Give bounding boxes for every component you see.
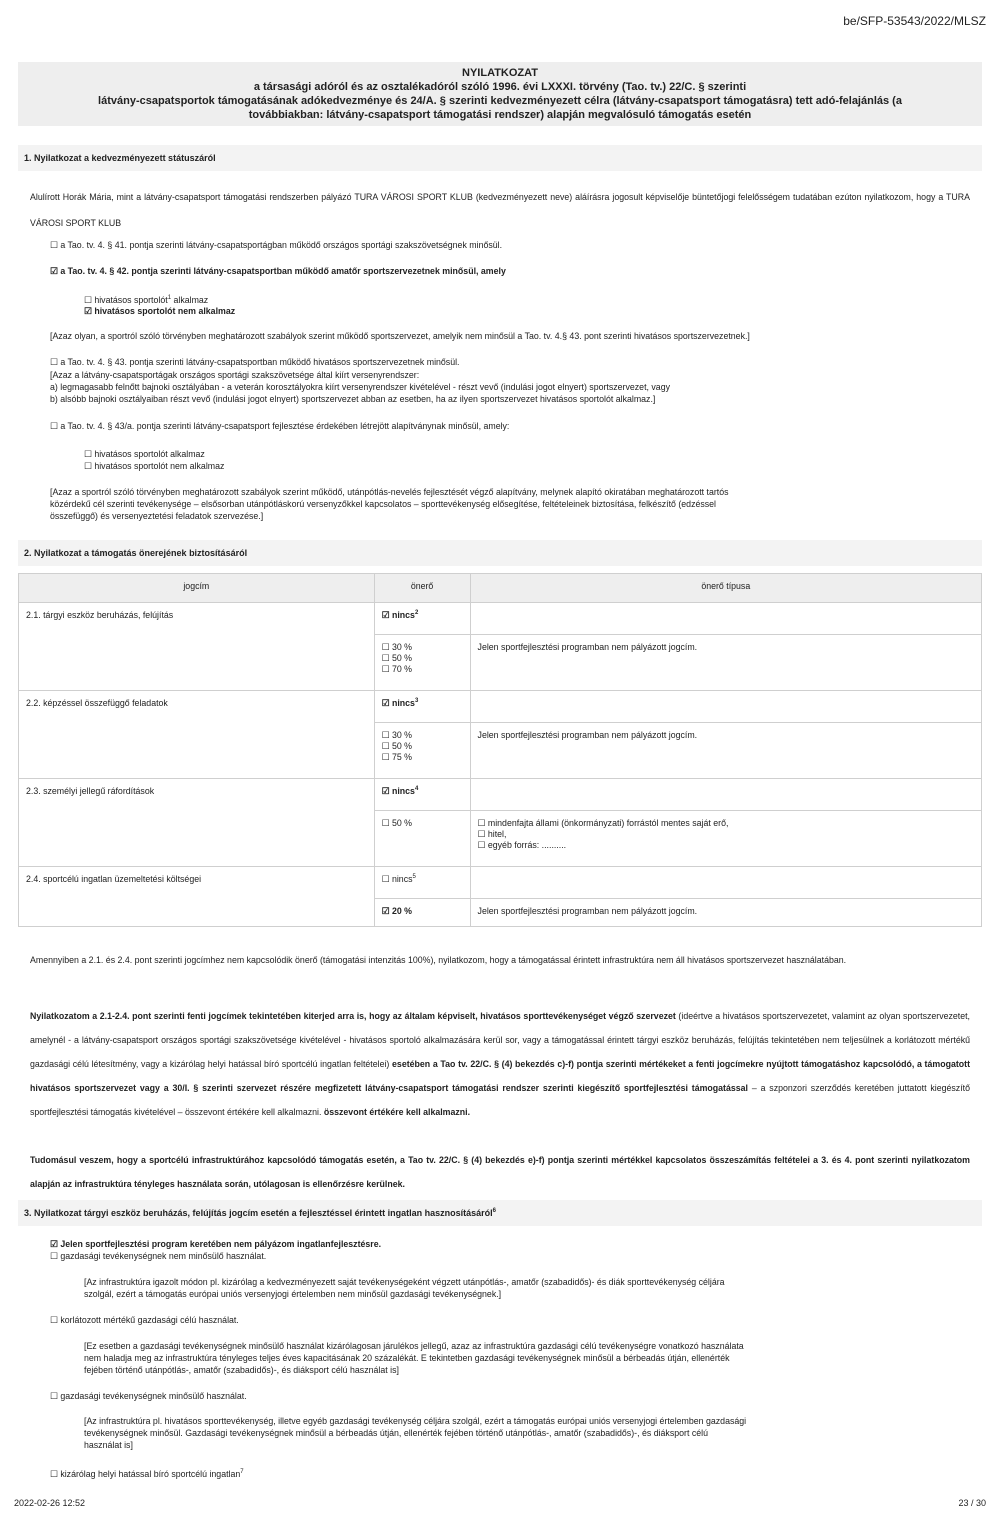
- note-economic-2: tevékenységnek minősül. Gazdasági tevékenységnek minősül a bérbeadás útján, ellenérték fejében történő utánpótlás-, amatőr (szabadidős)-, és diáksport célú: [84, 1428, 708, 1438]
- note-non-economic-1: [Az infrastruktúra igazolt módon pl. kizárólag a kedvezményezett saját tevékenységeként végzett utánpótlás-, amatőr (szabadidős)- és diák sporttevékenység céljára: [84, 1277, 725, 1287]
- row-2-1-none: ☑ nincs$^2$: [374, 603, 470, 635]
- row-2-2-options: ☐ 30 % ☐ 50 % ☐ 75 %: [374, 723, 470, 779]
- column-header-type: önerő típusa: [470, 574, 981, 603]
- row-2-2-title: 2.2. képzéssel összefüggő feladatok: [19, 691, 375, 779]
- note-42: [Azaz olyan, a sportról szóló törvényben meghatározott szabályok szerint működő sportszervezet, amelyik nem minősül a Tao. tv. 4.§ 43. pont szerinti hivatásos sportszervezetnek.]: [50, 331, 750, 341]
- column-header-title: jogcím: [19, 574, 375, 603]
- option-43a-not-employs: ☐ hivatásos sportolót nem alkalmaz: [84, 461, 225, 471]
- paragraph-intensity: Amennyiben a 2.1. és 2.4. pont szerinti jogcímhez nem kapcsolódik önerő (támogatási intenzitás 100%), nyilatkozom, hogy a támogatással érintett infrastruktúra nem áll hivatásos sportszervezet használatában.: [30, 955, 847, 965]
- option-43a: ☐ a Tao. tv. 4. § 43/a. pontja szerinti látvány-csapatsport fejlesztése érdekében létrejött alapítványnak minősül, amely:: [50, 421, 510, 431]
- row-2-1-options: ☐ 30 % ☐ 50 % ☐ 70 %: [374, 635, 470, 691]
- section-3-heading: 3. Nyilatkozat tárgyi eszköz beruházás, felújítás jogcím esetén a fejlesztéssel érintett ingatlan hasznosításáról$^6$: [18, 1200, 982, 1226]
- footer-page-number: 23 / 30: [958, 1498, 986, 1508]
- row-2-4-type: Jelen sportfejlesztési programban nem pályázott jogcím.: [470, 899, 981, 927]
- title-line-2: a társasági adóról és az osztalékadóról szóló 1996. évi LXXXI. törvény (Tao. tv.) 22/C. § szerinti: [253, 81, 747, 93]
- option-no-real-estate: ☑ Jelen sportfejlesztési program keretében nem pályázom ingatlanfejlesztésre.: [50, 1239, 382, 1249]
- option-42-employs: ☐ hivatásos sportolót$^1$ alkalmaz: [84, 294, 209, 305]
- note-limited-economic-3: fejében történő utánpótlás-, amatőr (szabadidős)-, és diáksport célú használat is]: [84, 1365, 399, 1375]
- row-2-2-type: Jelen sportfejlesztési programban nem pályázott jogcím.: [470, 723, 981, 779]
- section-1-intro: Alulírott Horák Mária, mint a látvány-csapatsport támogatási rendszerben pályázó TURA VÁROSI SPORT KLUB (kedvezményezett neve) aláírásra jogosult képviselője büntetőjogi felelősségem tudatában ezúton nyilatkozom, hogy a TURA VÁROSI SPORT KLUB: [30, 192, 970, 228]
- note-43a-line-2: közérdekű cél szerinti tevékenysége – elsősorban utánpótláskorú versenyzőkkel kapcsolatos – sporttevékenység elősegítése, feltételeinek biztosítása, felkészítő (edzéssel: [50, 499, 716, 509]
- option-economic: ☐ gazdasági tevékenységnek minősülő használat.: [50, 1391, 247, 1401]
- row-2-3-types: ☐ mindenfajta állami (önkormányzati) forrástól mentes saját erő, ☐ hitel, ☐ egyéb forrás: ..........: [470, 811, 981, 867]
- own-contribution-table: [18, 573, 982, 927]
- section-2-heading: 2. Nyilatkozat a támogatás önerejének biztosításáról: [18, 540, 982, 566]
- note-non-economic-2: szolgál, ezért a támogatás európai uniós versenyjogi értelemben nem minősül gazdasági tevékenységnek.]: [84, 1289, 502, 1299]
- option-non-economic: ☐ gazdasági tevékenységnek nem minősülő használat.: [50, 1251, 267, 1261]
- note-limited-economic-1: [Ez esetben a gazdasági tevékenységnek minősülő használat kizárólagosan járulékos jellegű, azaz az infrastruktúra gazdasági célú tevékenységre vonatkozó használata: [84, 1341, 744, 1351]
- option-42-not-employs: ☑ hivatásos sportolót nem alkalmaz: [84, 306, 236, 316]
- note-limited-economic-2: nem haladja meg az infrastruktúra tényleges teljes éves kapacitásának 20 százalékát. E tekintetben gazdasági tevékenységnek minősül a bérbeadás útján, ellenérték: [84, 1353, 730, 1363]
- row-2-1-type: Jelen sportfejlesztési programban nem pályázott jogcím.: [470, 635, 981, 691]
- row-2-3-option: ☐ 50 %: [374, 811, 470, 867]
- section-1-heading: 1. Nyilatkozat a kedvezményezett státuszáról: [18, 145, 982, 171]
- note-economic-3: használat is]: [84, 1440, 133, 1450]
- title-box: [18, 62, 982, 126]
- paragraph-extension: Nyilatkozatom a 2.1-2.4. pont szerinti fenti jogcímek tekintetében kiterjed arra is, hogy az általam képviselt, hivatásos sporttevékenységet végző szervezet (ideértve a hivatásos sportszervezetet, valamint az olyan sportszervezetet, amelynél - a látvány-csapatsport országos sportági szakszövetsége kivételével - hivatásos sportoló alkalmazására kerül sor, vagy a támogatással érintett tárgyi eszköz beruházás, felújítás tekintetében nem teljesülnek a korlátozott mértékű gazdasági célú létesítmény, vagy a kizárólag helyi hatással bíró sportcélú ingatlan feltételei) esetében a Tao tv. 22/C. § (4) bekezdés c)-f) pontja szerinti mértékeket a fenti jogcímekre nyújtott támogatáshoz kapcsolódó, a támogatott hivatásos sportszervezet vagy a 30/I. § szerinti szervezet részére megfizetett látvány-csapatsport támogatási rendszer szerinti kiegészítő sportfejlesztési támogatással – a szponzori szerződés keretében juttatott kiegészítő sportfejlesztési támogatás kivételével – összevont értékére kell alkalmazni. összevont értékére kell alkalmazni.: [30, 1011, 971, 1117]
- note-43a-line-3: összefüggő) és versenyeztetési feladatok szervezése.]: [50, 511, 264, 521]
- note-43-line-2: a) legmagasabb felnőtt bajnoki osztályában - a veterán korosztályokra kiírt versenyrendszer kivételével - részt vevő (indulási jogot elnyert) sportszervezet, vagy: [50, 382, 670, 392]
- title-line-4: továbbiakban: látvány-csapatsport támogatási rendszer) alapján megvalósuló támogatás esetén: [248, 109, 752, 121]
- paragraph-acknowledge: Tudomásul veszem, hogy a sportcélú infrastruktúrához kapcsolódó támogatás esetén, a Tao tv. 22/C. § (4) bekezdés e)-f) pontja szerinti mértékkel kapcsolatos összeszámítás feltételei a 3. és 4. pont szerinti nyilatkozatom alapján az infrastruktúra tényleges használata során, utólagosan is ellenőrzésre kerülnek.: [30, 1155, 970, 1189]
- row-2-2-none: ☑ nincs$^3$: [374, 691, 470, 723]
- row-2-4-option: ☑ 20 %: [374, 899, 470, 927]
- option-42: ☑ a Tao. tv. 4. § 42. pontja szerinti látvány-csapatsportban működő amatőr sportszervezetnek minősül, amely: [50, 266, 506, 276]
- option-43: ☐ a Tao. tv. 4. § 43. pontja szerinti látvány-csapatsportban működő hivatásos sportszervezetnek minősül.: [50, 357, 460, 367]
- document-reference: be/SFP-53543/2022/MLSZ: [843, 14, 986, 28]
- row-2-4-title: 2.4. sportcélú ingatlan üzemeltetési költségei: [19, 867, 375, 927]
- note-economic-1: [Az infrastruktúra pl. hivatásos sporttevékenység, illetve egyéb gazdasági tevékenység céljára szolgál, ezért a támogatás európai uniós versenyjogi értelemben gazdasági: [84, 1416, 747, 1426]
- title-line-3: látvány-csapatsportok támogatásának adókedvezménye és 24/A. § szerinti kedvezményezett célra (látvány-csapatsport támogatásra) tett adó-felajánlás (a: [98, 95, 902, 107]
- row-2-3-none: ☑ nincs$^4$: [374, 779, 470, 811]
- option-43a-employs: ☐ hivatásos sportolót alkalmaz: [84, 449, 205, 459]
- footer-date: 2022-02-26 12:52: [14, 1498, 86, 1508]
- option-local-impact: ☐ kizárólag helyi hatással bíró sportcélú ingatlan$^7$: [50, 1468, 244, 1479]
- note-43-line-1: [Azaz a látvány-csapatsportágak országos sportági szakszövetsége által kiírt versenyrendszer:: [50, 370, 420, 380]
- title-line-1: NYILATKOZAT: [462, 67, 538, 79]
- option-limited-economic: ☐ korlátozott mértékű gazdasági célú használat.: [50, 1315, 239, 1325]
- note-43a-line-1: [Azaz a sportról szóló törvényben meghatározott szabályok szerint működő, utánpótlás-nevelés fejlesztését végző alapítvány, melynek alapító okiratában meghatározott tartós: [50, 487, 729, 497]
- column-header-contribution: önerő: [374, 574, 470, 603]
- option-41: ☐ a Tao. tv. 4. § 41. pontja szerinti látvány-csapatsportágban működő országos sportági szakszövetségnek minősül.: [50, 240, 503, 250]
- row-2-1-title: 2.1. tárgyi eszköz beruházás, felújítás: [19, 603, 375, 691]
- row-2-4-none: ☐ nincs$^5$: [374, 867, 470, 899]
- note-43-line-3: b) alsóbb bajnoki osztályaiban részt vevő (indulási jogot elnyert) sportszervezet abban az esetben, ha az ilyen sportszervezet hivatásos sportolót alkalmaz.]: [50, 394, 656, 404]
- row-2-3-title: 2.3. személyi jellegű ráfordítások: [19, 779, 375, 867]
